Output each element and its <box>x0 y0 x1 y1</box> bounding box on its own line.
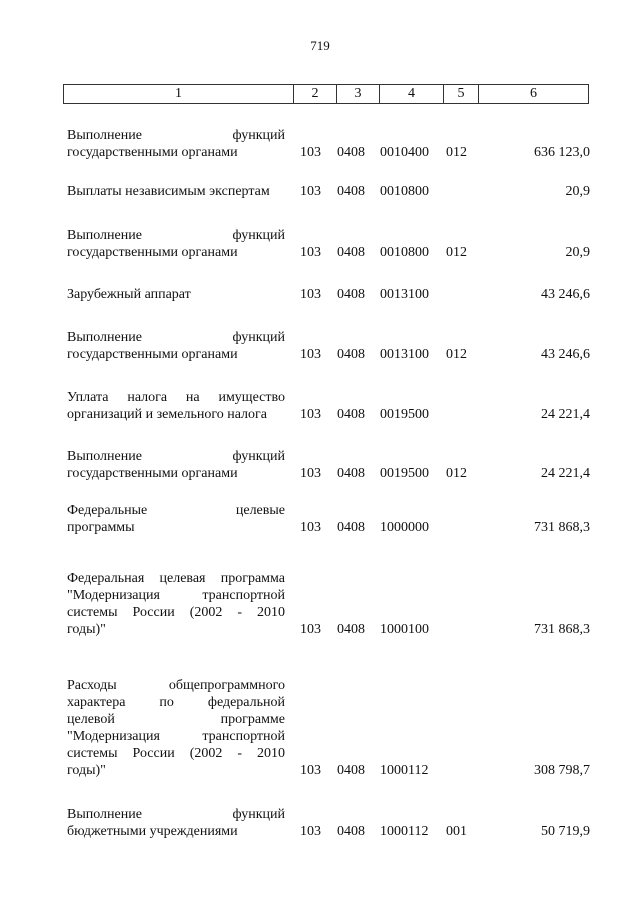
cell-c4: 0013100 <box>380 287 429 302</box>
description-line: системы России (2002 - 2010 <box>67 605 285 620</box>
cell-c2: 103 <box>300 145 321 160</box>
description-line: Выполнение функций <box>67 128 285 143</box>
cell-c3: 0408 <box>337 622 365 637</box>
cell-c5: 012 <box>446 245 467 260</box>
row-description <box>67 329 285 363</box>
cell-c2: 103 <box>300 824 321 839</box>
cell-c4: 1000112 <box>380 763 429 778</box>
cell-c3: 0408 <box>337 145 365 160</box>
cell-c3: 0408 <box>337 407 365 422</box>
table-row <box>67 677 590 779</box>
cell-c4: 0010400 <box>380 145 429 160</box>
cell-c2: 103 <box>300 520 321 535</box>
cell-c6: 24 221,4 <box>541 407 590 422</box>
row-description <box>67 286 285 303</box>
cell-c5: 012 <box>446 145 467 160</box>
cell-c4: 0019500 <box>380 466 429 481</box>
header-col-4: 4 <box>380 85 444 103</box>
cell-c4: 0010800 <box>380 245 429 260</box>
cell-c6: 24 221,4 <box>541 466 590 481</box>
row-description <box>67 806 285 840</box>
cell-c2: 103 <box>300 287 321 302</box>
description-line: системы России (2002 - 2010 <box>67 746 285 761</box>
cell-c3: 0408 <box>337 763 365 778</box>
cell-c5: 012 <box>446 347 467 362</box>
cell-c3: 0408 <box>337 466 365 481</box>
cell-c3: 0408 <box>337 824 365 839</box>
header-col-5: 5 <box>444 85 479 103</box>
description-line: Расходы общепрограммного <box>67 678 285 693</box>
header-col-2: 2 <box>294 85 337 103</box>
cell-c2: 103 <box>300 245 321 260</box>
cell-c3: 0408 <box>337 520 365 535</box>
description-line: годы)" <box>67 622 106 637</box>
cell-c4: 1000000 <box>380 520 429 535</box>
description-line: Выполнение функций <box>67 807 285 822</box>
cell-c5: 012 <box>446 466 467 481</box>
description-line: "Модернизация транспортной <box>67 729 285 744</box>
description-line: характера по федеральной <box>67 695 285 710</box>
description-line: государственными органами <box>67 347 238 362</box>
cell-c2: 103 <box>300 184 321 199</box>
cell-c2: 103 <box>300 466 321 481</box>
header-col-1: 1 <box>64 85 294 103</box>
cell-c5: 001 <box>446 824 467 839</box>
cell-c4: 0010800 <box>380 184 429 199</box>
cell-c2: 103 <box>300 347 321 362</box>
table-row <box>67 806 590 840</box>
description-line: государственными органами <box>67 245 238 260</box>
description-line: Выполнение функций <box>67 449 285 464</box>
table-header <box>63 84 589 104</box>
description-line: бюджетными учреждениями <box>67 824 238 839</box>
description-line: Выполнение функций <box>67 228 285 243</box>
cell-c2: 103 <box>300 763 321 778</box>
cell-c3: 0408 <box>337 347 365 362</box>
row-description <box>67 227 285 261</box>
cell-c6: 50 719,9 <box>541 824 590 839</box>
description-line: государственными органами <box>67 466 238 481</box>
description-line: "Модернизация транспортной <box>67 588 285 603</box>
table-row <box>67 329 590 363</box>
page-number: 719 <box>310 38 330 53</box>
cell-c6: 731 868,3 <box>534 520 590 535</box>
row-description <box>67 127 285 161</box>
description-line: Федеральные целевые <box>67 503 285 518</box>
row-description <box>67 183 285 200</box>
table-row <box>67 389 590 423</box>
header-col-3: 3 <box>337 85 380 103</box>
table-row <box>67 127 590 161</box>
cell-c2: 103 <box>300 407 321 422</box>
table-row <box>67 286 590 303</box>
description-line: Зарубежный аппарат <box>67 287 191 302</box>
header-col-6: 6 <box>530 86 537 101</box>
row-description <box>67 502 285 536</box>
description-line: Уплата налога на имущество <box>67 390 285 405</box>
table-row <box>67 570 590 638</box>
description-line: годы)" <box>67 763 106 778</box>
table-row <box>67 183 590 200</box>
cell-c3: 0408 <box>337 245 365 260</box>
cell-c6: 20,9 <box>565 245 590 260</box>
table-row <box>67 502 590 536</box>
row-description <box>67 448 285 482</box>
description-line: Выполнение функций <box>67 330 285 345</box>
description-line: программы <box>67 520 135 535</box>
cell-c3: 0408 <box>337 287 365 302</box>
cell-c6: 20,9 <box>565 184 590 199</box>
cell-c4: 1000112 <box>380 824 429 839</box>
cell-c6: 308 798,7 <box>534 763 590 778</box>
cell-c6: 43 246,6 <box>541 287 590 302</box>
cell-c3: 0408 <box>337 184 365 199</box>
table-row <box>67 448 590 482</box>
cell-c6: 731 868,3 <box>534 622 590 637</box>
table-row <box>67 227 590 261</box>
description-line: государственными органами <box>67 145 238 160</box>
cell-c4: 0013100 <box>380 347 429 362</box>
description-line: организаций и земельного налога <box>67 407 267 422</box>
cell-c4: 0019500 <box>380 407 429 422</box>
cell-c2: 103 <box>300 622 321 637</box>
cell-c4: 1000100 <box>380 622 429 637</box>
row-description <box>67 389 285 423</box>
description-line: Федеральная целевая программа <box>67 571 285 586</box>
cell-c6: 636 123,0 <box>534 145 590 160</box>
description-line: целевой программе <box>67 712 285 727</box>
row-description <box>67 677 285 779</box>
cell-c6: 43 246,6 <box>541 347 590 362</box>
row-description <box>67 570 285 638</box>
description-line: Выплаты независимым экспертам <box>67 184 270 199</box>
